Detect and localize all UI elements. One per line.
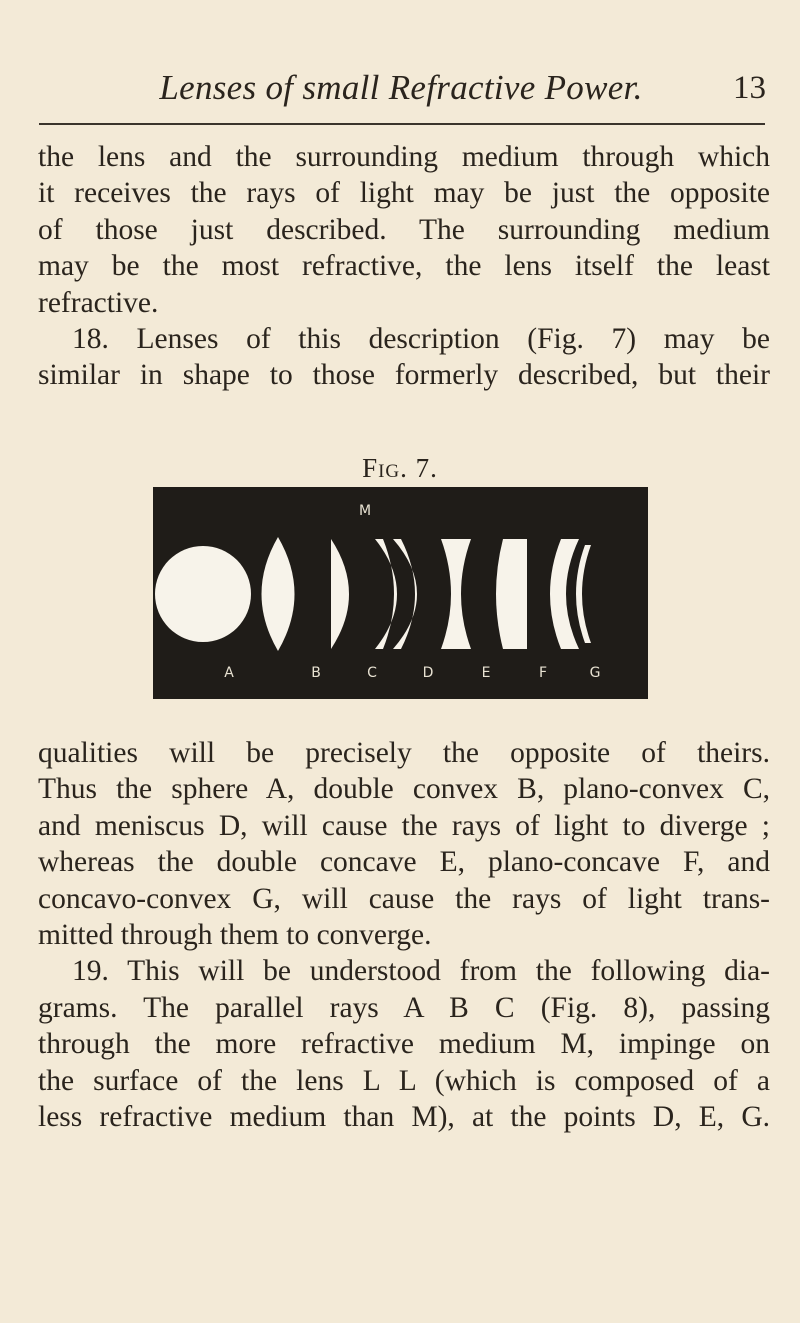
label-lens-a: A xyxy=(224,665,234,681)
text-line: qualities will be precisely the opposite of theirs. xyxy=(38,737,770,769)
lens-f-plano-concave xyxy=(496,539,527,649)
header-rule xyxy=(39,123,765,125)
text-line: 18. Lenses of this description (Fig. 7) may be xyxy=(72,322,770,355)
label-lens-e: E xyxy=(481,665,491,681)
page-number: 13 xyxy=(733,70,766,106)
label-lens-f: F xyxy=(538,665,548,681)
text-line: mitted through them to converge. xyxy=(38,918,432,951)
running-title: Lenses of small Refractive Power. xyxy=(159,68,643,107)
label-medium-m: M xyxy=(358,503,372,519)
figure-caption: Fig. 7. xyxy=(362,453,438,483)
text-line: through the more refractive medium M, impinge on xyxy=(38,1028,770,1061)
lens-a-sphere xyxy=(155,546,251,642)
label-lens-c: C xyxy=(367,665,377,681)
text-line: and meniscus D, will cause the rays of light to diverge ; xyxy=(38,809,770,842)
text-line: the lens and the surrounding medium through which xyxy=(38,141,770,173)
text-block-top xyxy=(38,139,770,394)
label-lens-g: G xyxy=(589,665,601,681)
text-line: 19. This will be understood from the following dia- xyxy=(72,955,770,988)
figure-7-lenses xyxy=(153,487,648,699)
label-lens-d: D xyxy=(422,665,434,681)
text-line: grams. The parallel rays A B C (Fig. 8), passing xyxy=(38,991,770,1024)
running-head xyxy=(36,62,766,112)
text-line: of those just described. The surrounding medium xyxy=(38,213,770,246)
text-block-bottom xyxy=(38,735,770,1135)
text-line: may be the most refractive, the lens itself the least xyxy=(38,250,770,283)
text-line: Thus the sphere A, double convex B, plano-convex C, xyxy=(38,773,770,806)
text-line: it receives the rays of light may be just the opposite xyxy=(38,177,770,210)
lens-diagram xyxy=(153,487,648,699)
text-line: whereas the double concave E, plano-concave F, and xyxy=(38,846,770,879)
label-lens-b: B xyxy=(311,665,321,681)
text-line: the surface of the lens L L (which is composed of a xyxy=(38,1064,770,1097)
text-line: similar in shape to those formerly described, but their xyxy=(38,359,770,392)
text-line: refractive. xyxy=(38,286,159,319)
text-line: concavo-convex G, will cause the rays of light trans- xyxy=(38,882,770,915)
text-line: less refractive medium than M), at the points D, E, G. xyxy=(38,1100,770,1133)
